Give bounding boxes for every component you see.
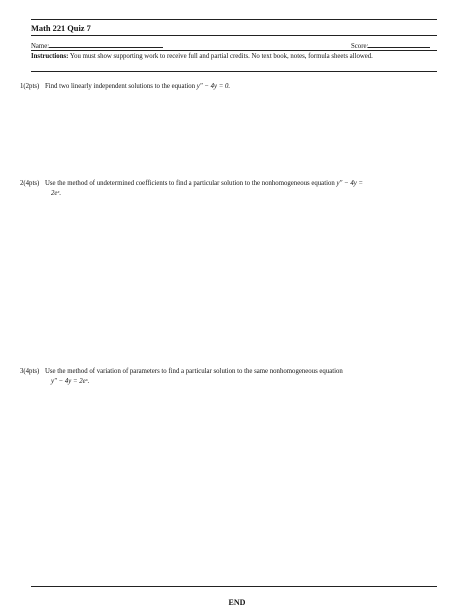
question-1 xyxy=(20,82,438,92)
end-label: END xyxy=(228,598,246,607)
instructions xyxy=(31,52,437,61)
top-rule xyxy=(31,19,437,20)
question-3-equation: y″ − 4y = 2eˣ. xyxy=(51,377,90,385)
score-blank[interactable] xyxy=(368,41,430,48)
question-1-equation: y″ − 4y = 0. xyxy=(196,83,231,90)
name-label: Name: xyxy=(31,43,50,50)
name-field[interactable] xyxy=(31,41,163,50)
question-2-number: 2(4pts) xyxy=(20,180,40,187)
question-2-equation-a: y″ − 4y = xyxy=(336,180,364,187)
score-label: Score: xyxy=(351,43,369,50)
question-1-text: Find two linearly independent solutions to the equation xyxy=(44,83,196,90)
footer-rule xyxy=(31,586,437,587)
question-3-text: Use the method of variation of parameters to find a particular solution to the same nonhomogeneous equation xyxy=(44,368,343,375)
instructions-label: Instructions: xyxy=(31,53,69,60)
instructions-bottom-rule xyxy=(31,71,437,72)
instructions-top-rule xyxy=(31,50,437,51)
question-3-number: 3(4pts) xyxy=(20,368,40,375)
instructions-text: You must show supporting work to receive full and partial credits. No text book, notes, formula sheets allowed. xyxy=(69,53,373,60)
title-rule xyxy=(31,35,437,36)
score-field[interactable] xyxy=(351,41,430,50)
question-2-equation-b: 2eˣ. xyxy=(51,189,62,197)
name-blank[interactable] xyxy=(49,41,163,48)
question-2-text: Use the method of undetermined coefficients to find a particular solution to the nonhomogeneous equation xyxy=(44,180,335,187)
quiz-title: Math 221 Quiz 7 xyxy=(31,24,91,33)
question-1-number: 1(2pts) xyxy=(20,83,40,90)
question-3 xyxy=(20,367,438,386)
question-2 xyxy=(20,179,438,198)
